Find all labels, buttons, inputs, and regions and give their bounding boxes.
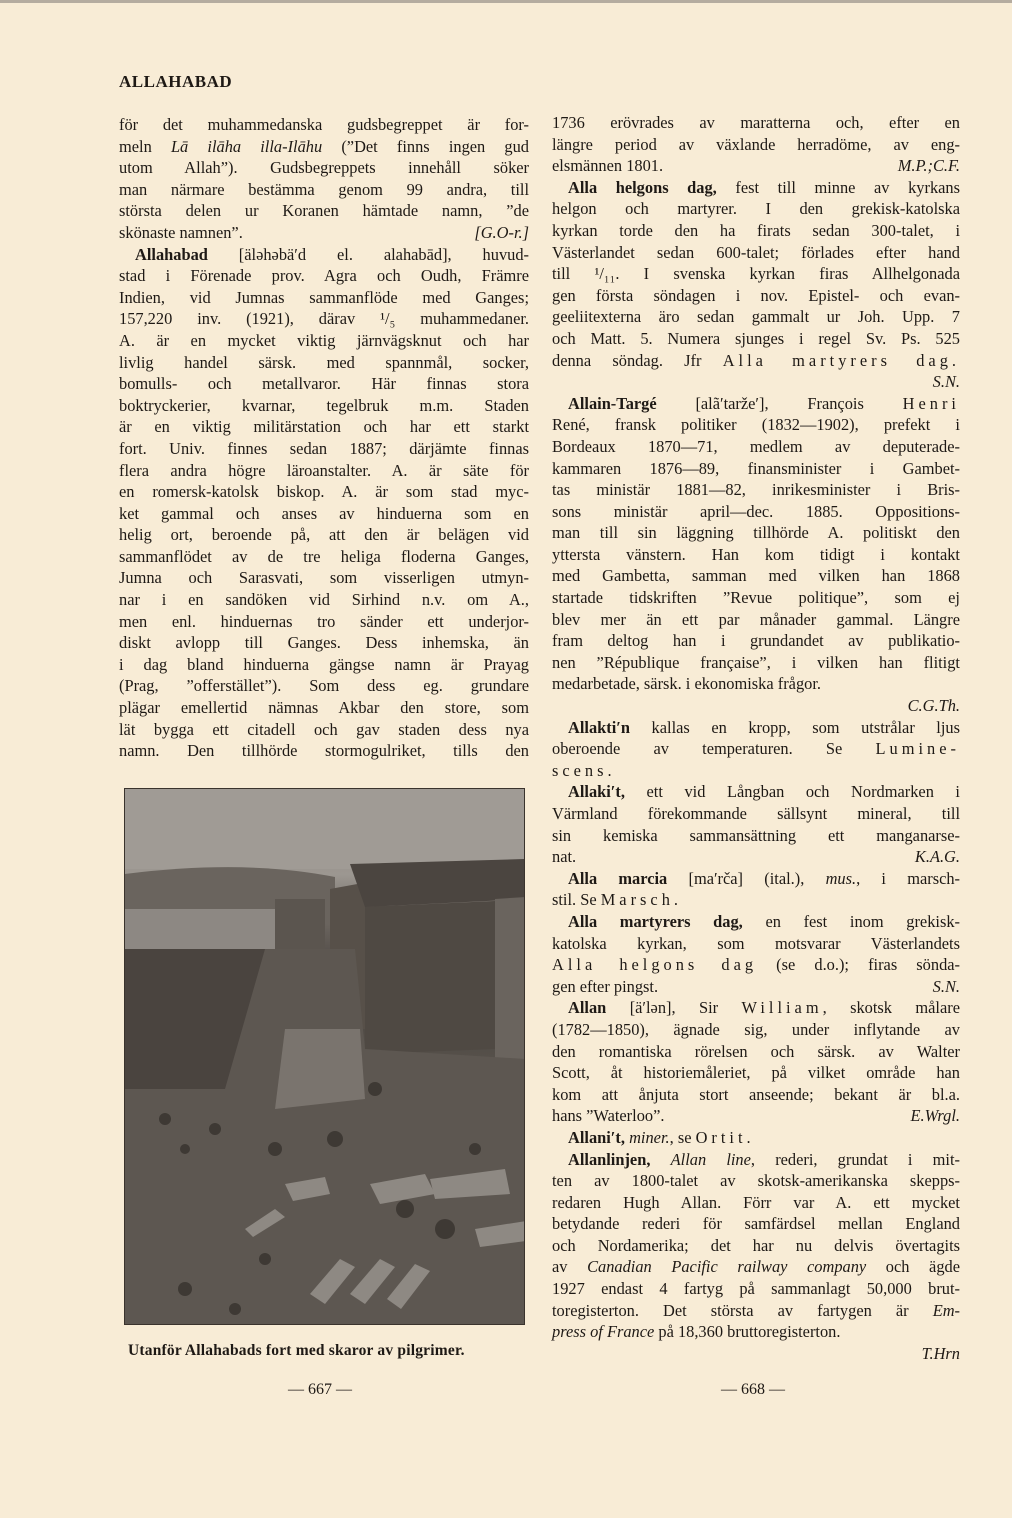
entry-line: Alla helgons dag, fest till minne av kyrkans <box>568 177 960 197</box>
page-top-edge <box>0 0 1012 3</box>
text-line: nar i en sandöken vid Sirhind n.v. om A., <box>119 590 529 610</box>
headword: Allanlinjen, <box>568 1149 651 1169</box>
signature: S.N. <box>932 372 960 392</box>
text-line: gen efter pingst. S.N. <box>552 976 960 996</box>
text-line: och Matt. 5. Numera sjunges i regel Sv. Ps. 525 <box>552 328 960 348</box>
headword: Allahabad <box>135 244 208 264</box>
text-line: meln Lā ilāha illa-Ilāhu (”Det finns ingen gud <box>119 136 529 156</box>
entry-line: Alla martyrers dag, en fest inom grekisk- <box>568 911 960 931</box>
italic-term: Lā ilāha illa-Ilāhu <box>170 136 323 156</box>
text-line: katolska kyrkan, som motsvarar Västerlandets <box>552 933 960 953</box>
text-line: hans ”Waterloo”. E.Wrgl. <box>552 1106 960 1126</box>
text-line: nen ”République française”, i vilken han flitigt <box>552 652 960 672</box>
text-line: denna söndag. Jfr Alla martyrers dag. <box>552 350 960 370</box>
text-line: sons ministär april—dec. 1885. Oppositions- <box>552 501 960 521</box>
headword: Alla helgons dag, <box>568 177 717 197</box>
text-line: fram deltog han i grundandet av publikatio- <box>552 631 960 651</box>
signature: T.Hrn <box>921 1343 960 1363</box>
text-line: och Nordamerika; det har nu delvis övertagits <box>552 1235 960 1255</box>
text-line: 1927 endast 4 fartyg på sammanlagt 50,000 brut- <box>552 1279 960 1299</box>
text-line: längre period av växlande herradöme, av eng- <box>552 134 960 154</box>
page-number-left: — 667 — <box>288 1381 352 1398</box>
text-line: gen första söndagen i nov. Epistel- och evan- <box>552 285 960 305</box>
text-line: med Gambetta, samman med vilken han 1868 <box>552 566 960 586</box>
text-line: helgon och martyrer. I den grekisk-katolska <box>552 199 960 219</box>
cross-reference-link[interactable]: Ortit. <box>695 1127 755 1147</box>
text-line: fort. Univ. finnes sedan 1887; därjämte finnas <box>119 438 529 458</box>
text-line: René, fransk politiker (1832—1902), prefekt i <box>552 415 960 435</box>
text-line: största delen ur Koranen hämtade namn, ”de <box>119 201 529 221</box>
cross-reference-link[interactable]: scens. <box>552 760 616 780</box>
text-line: toregisterton. Det största av fartygen är Em- <box>552 1300 960 1320</box>
text-line: boktryckerier, kvarnar, tegelbruk m.m. Staden <box>119 395 529 415</box>
signature: [G.O-r.] <box>474 222 529 242</box>
text-line: flera andra högre läroanstalter. A. är säte för <box>119 460 529 480</box>
headword: Allani′t, <box>568 1127 625 1147</box>
headword: Allaki′t, <box>568 782 625 802</box>
text-line: sammanflödet av de tre heliga floderna Ganges, <box>119 546 529 566</box>
text-line: till ¹/₁₁. I svenska kyrkan firas Allhelgonada <box>552 264 960 284</box>
text-line: helig ort, beroende på, att den är belägen vid <box>119 525 529 545</box>
entry-line: Allain-Targé [alã′tarže′], François Henri <box>568 393 960 413</box>
text-line: yttersta vänstern. Han kom tidigt i kontakt <box>552 544 960 564</box>
text-line: Indien, vid Jumnas sammanflöde med Ganges; <box>119 287 529 307</box>
running-header: ALLAHABAD <box>119 72 233 91</box>
signature: K.A.G. <box>914 847 960 867</box>
text-line: oberoende av temperaturen. Se Lumine- <box>552 739 960 759</box>
pilgrims-fort-photo <box>124 788 525 1325</box>
text-line: Västerlandet sedan 600-talet; förlades efter hand <box>552 242 960 262</box>
entry-line: Allaki′t, ett vid Långban och Nordmarken i <box>568 782 960 802</box>
text-line: (1782—1850), ägnade sig, under inflytande av <box>552 1019 960 1039</box>
text-line: press of France på 18,360 bruttoregisterton. <box>552 1322 841 1342</box>
text-line: stad i Förenade prov. Agra och Oudh, Främre <box>119 266 529 286</box>
text-line: i dag bland hinduerna gängse namn är Prayag <box>119 654 529 674</box>
cross-reference-link[interactable]: Marsch. <box>600 890 682 910</box>
cross-reference-link[interactable]: Alla martyrers dag. <box>722 350 960 370</box>
text-line: livlig handel särsk. med spannmål, socker, <box>119 352 529 372</box>
text-line: en romersk-katolsk biskop. A. är som stad myc- <box>119 482 529 502</box>
right-column <box>552 112 960 1364</box>
left-column <box>119 114 529 762</box>
entry-line: Allani′t, miner., se Ortit. <box>568 1127 755 1147</box>
text-line: Värmland förekommande sällsynt mineral, till <box>552 804 960 823</box>
text-line: skönaste namnen”. [G.O-r.] <box>119 222 529 242</box>
cross-reference-link[interactable]: Lumine- <box>875 739 960 759</box>
photo-illustration <box>125 789 525 1325</box>
text-line: man till sin läggning tillhörde A. politiskt den <box>552 523 960 543</box>
signature: S.N. <box>932 976 960 996</box>
headword: Alla martyrers dag, <box>568 911 743 931</box>
text-line: redaren Hugh Allan. Förr var A. ett mycket <box>552 1192 960 1212</box>
signature: E.Wrgl. <box>910 1106 960 1126</box>
entry-line: Allan [ä′lən], Sir William, skotsk målare <box>568 998 960 1018</box>
text-line: startade tidskriften ”Revue politique”, som ej <box>552 588 960 608</box>
signature: C.G.Th. <box>907 696 960 716</box>
headword: Allakti′n <box>568 717 630 737</box>
text-line: nat. K.A.G. <box>552 847 960 867</box>
signature-line <box>552 1343 960 1365</box>
text-line: den romantiska rörelsen och särsk. av Walter <box>552 1041 960 1061</box>
text-line: A. är en mycket viktig järnvägsknut och har <box>119 330 529 350</box>
text-line: betydande rederi för samfärdsel mellan England <box>552 1214 960 1234</box>
text-line: Bordeaux 1870—71, medlem av deputerade- <box>552 436 960 456</box>
text-line: stil. Se Marsch. <box>552 890 682 910</box>
text-line: Alla helgons dag (se d.o.); firas sönda- <box>552 955 960 975</box>
entry-line: Allahabad [äləhəbä′d el. alahabād], huvud- <box>135 244 529 264</box>
headword: Allan <box>568 998 607 1018</box>
text-line: blev mer än ett par månader gammal. Längre <box>552 609 960 629</box>
text-line: av Canadian Pacific railway company och ägde <box>552 1257 960 1277</box>
headword: Alla marcia <box>568 868 668 888</box>
entry-line: Alla marcia [ma′rča] (ital.), mus., i marsch- <box>568 868 961 888</box>
text-line: Scott, åt historiemåleriet, på vilket område han <box>552 1063 960 1083</box>
text-line: (Prag, ”offerstället”). Som dess eg. grundare <box>119 676 529 696</box>
text-line: namn. Den tillhörde stormogulriket, tills den <box>119 741 529 761</box>
text-line: elsmännen 1801. M.P.;C.F. <box>552 156 960 176</box>
text-line: 157,220 inv. (1921), därav ¹/₅ muhammedaner. <box>119 309 529 329</box>
text-line: lät bygga ett citadell och gav staden dess nya <box>119 719 529 739</box>
headword: Allain-Targé <box>568 393 657 413</box>
text-line: ket gammal och anses av hinduerna som en <box>119 503 529 523</box>
page-number-right: — 668 — <box>721 1381 785 1398</box>
text-line: diskt avlopp till Ganges. Dess inhemska, än <box>119 633 529 653</box>
text-line: ten av 1800-talet av skotsk-amerikanska skepps- <box>552 1171 960 1191</box>
text-line: utom Allah”). Gudsbegreppets innehåll söker <box>119 158 529 178</box>
signature-line <box>552 695 960 717</box>
text-line: plägar emellertid nämnas Akbar den store, som <box>119 698 529 718</box>
text-line: 1736 erövrades av maratterna och, efter en <box>552 113 960 132</box>
signature-line <box>552 371 960 393</box>
text-line: Jumna och Sarasvati, som visserligen utmyn- <box>119 568 529 588</box>
text-line: kammaren 1876—89, finansminister i Gambet- <box>552 458 960 478</box>
text-line: man närmare bestämma genom 99 andra, till <box>119 179 529 199</box>
text-line: sin kemiska sammansättning ett manganarse- <box>552 825 960 845</box>
cross-reference-link[interactable]: Alla helgons dag <box>552 955 758 975</box>
signature: M.P.;C.F. <box>897 156 960 176</box>
entry-line: Allakti′n kallas en kropp, som utstrålar ljus <box>568 717 960 737</box>
figure-caption: Utanför Allahabads fort med skaror av pilgrimer. <box>128 1342 465 1359</box>
entry-line: Allanlinjen, Allan line, rederi, grundat i mit- <box>568 1149 960 1169</box>
text-line: bomulls- och metallvaror. Här finnas stora <box>119 374 529 394</box>
text-line: medarbetade, särsk. i ekonomiska frågor. <box>552 674 821 694</box>
text-line: kom att ånjuta stort anseende; bekant är bl.a. <box>552 1084 960 1104</box>
text-line: geeliitexterna äro sedan gammalt ur Joh. Upp. 7 <box>552 307 960 327</box>
text-line: tas ministär 1881—82, inrikesminister i Bris- <box>552 480 960 500</box>
text-line: är en viktig militärstation och har ett starkt <box>119 417 529 437</box>
text-line: kyrkan torde den ha firats sedan 300-talet, i <box>552 220 960 240</box>
text-line: men enl. hinduernas tro sänder ett underjor- <box>119 611 529 631</box>
text-line: för det muhammedanska gudsbegreppet är for- <box>119 115 529 134</box>
